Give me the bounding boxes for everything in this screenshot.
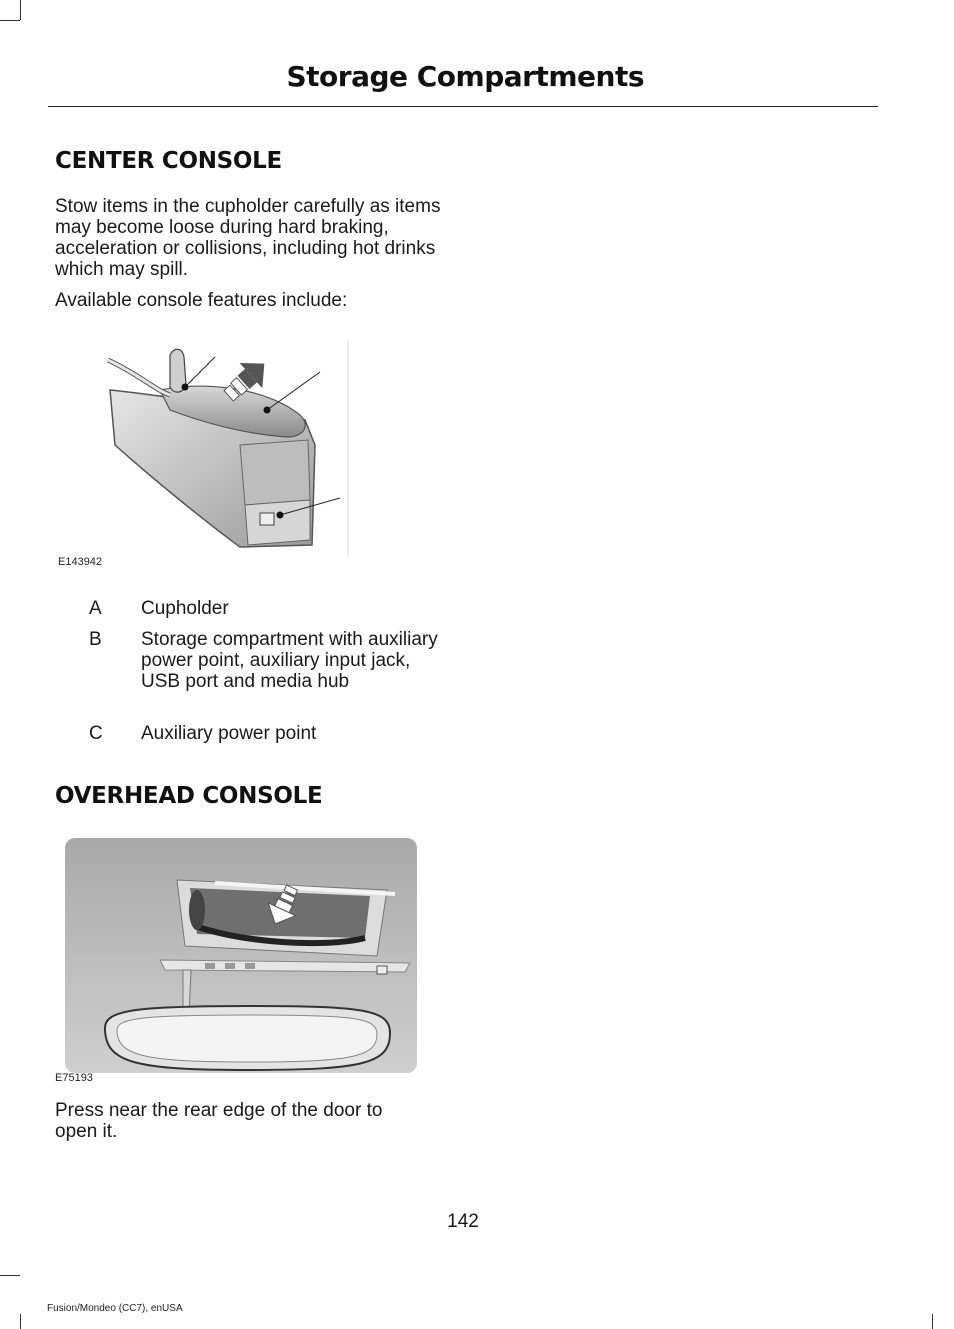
legend-text: Storage compartment with auxiliary power point, auxiliary input jack, USB port and media hub xyxy=(141,629,438,692)
page-number: 142 xyxy=(447,1211,479,1232)
legend-text: Auxiliary power point xyxy=(141,723,317,744)
footer-text: Fusion/Mondeo (CC7), enUSA xyxy=(47,1303,183,1314)
crop-mark xyxy=(0,20,20,21)
center-console-features-intro: Available console features include: xyxy=(55,290,348,311)
legend-letter: A xyxy=(89,598,102,619)
section-heading-overhead-console: OVERHEAD CONSOLE xyxy=(55,783,323,809)
crop-mark xyxy=(932,1314,933,1329)
center-console-illustration xyxy=(100,335,350,560)
overhead-console-illustration xyxy=(65,838,417,1073)
legend-letter: B xyxy=(89,629,102,650)
crop-mark xyxy=(0,1275,20,1276)
page-title: Storage Compartments xyxy=(286,60,644,93)
section-heading-center-console: CENTER CONSOLE xyxy=(55,148,282,174)
crop-mark xyxy=(20,1314,21,1329)
legend-letter: C xyxy=(89,723,103,744)
center-console-drawing xyxy=(100,335,350,560)
figure-code: E143942 xyxy=(58,556,103,568)
figure-code: E75193 xyxy=(55,1072,93,1084)
legend-text: Cupholder xyxy=(141,598,229,619)
overhead-console-drawing xyxy=(65,838,417,1073)
center-console-intro: Stow items in the cupholder carefully as items may become loose during hard braking, acceleration or collisions, including hot drinks which may spill. xyxy=(55,196,441,280)
header-divider xyxy=(48,106,878,107)
crop-mark xyxy=(20,0,21,20)
overhead-console-instruction: Press near the rear edge of the door to open it. xyxy=(55,1100,383,1142)
